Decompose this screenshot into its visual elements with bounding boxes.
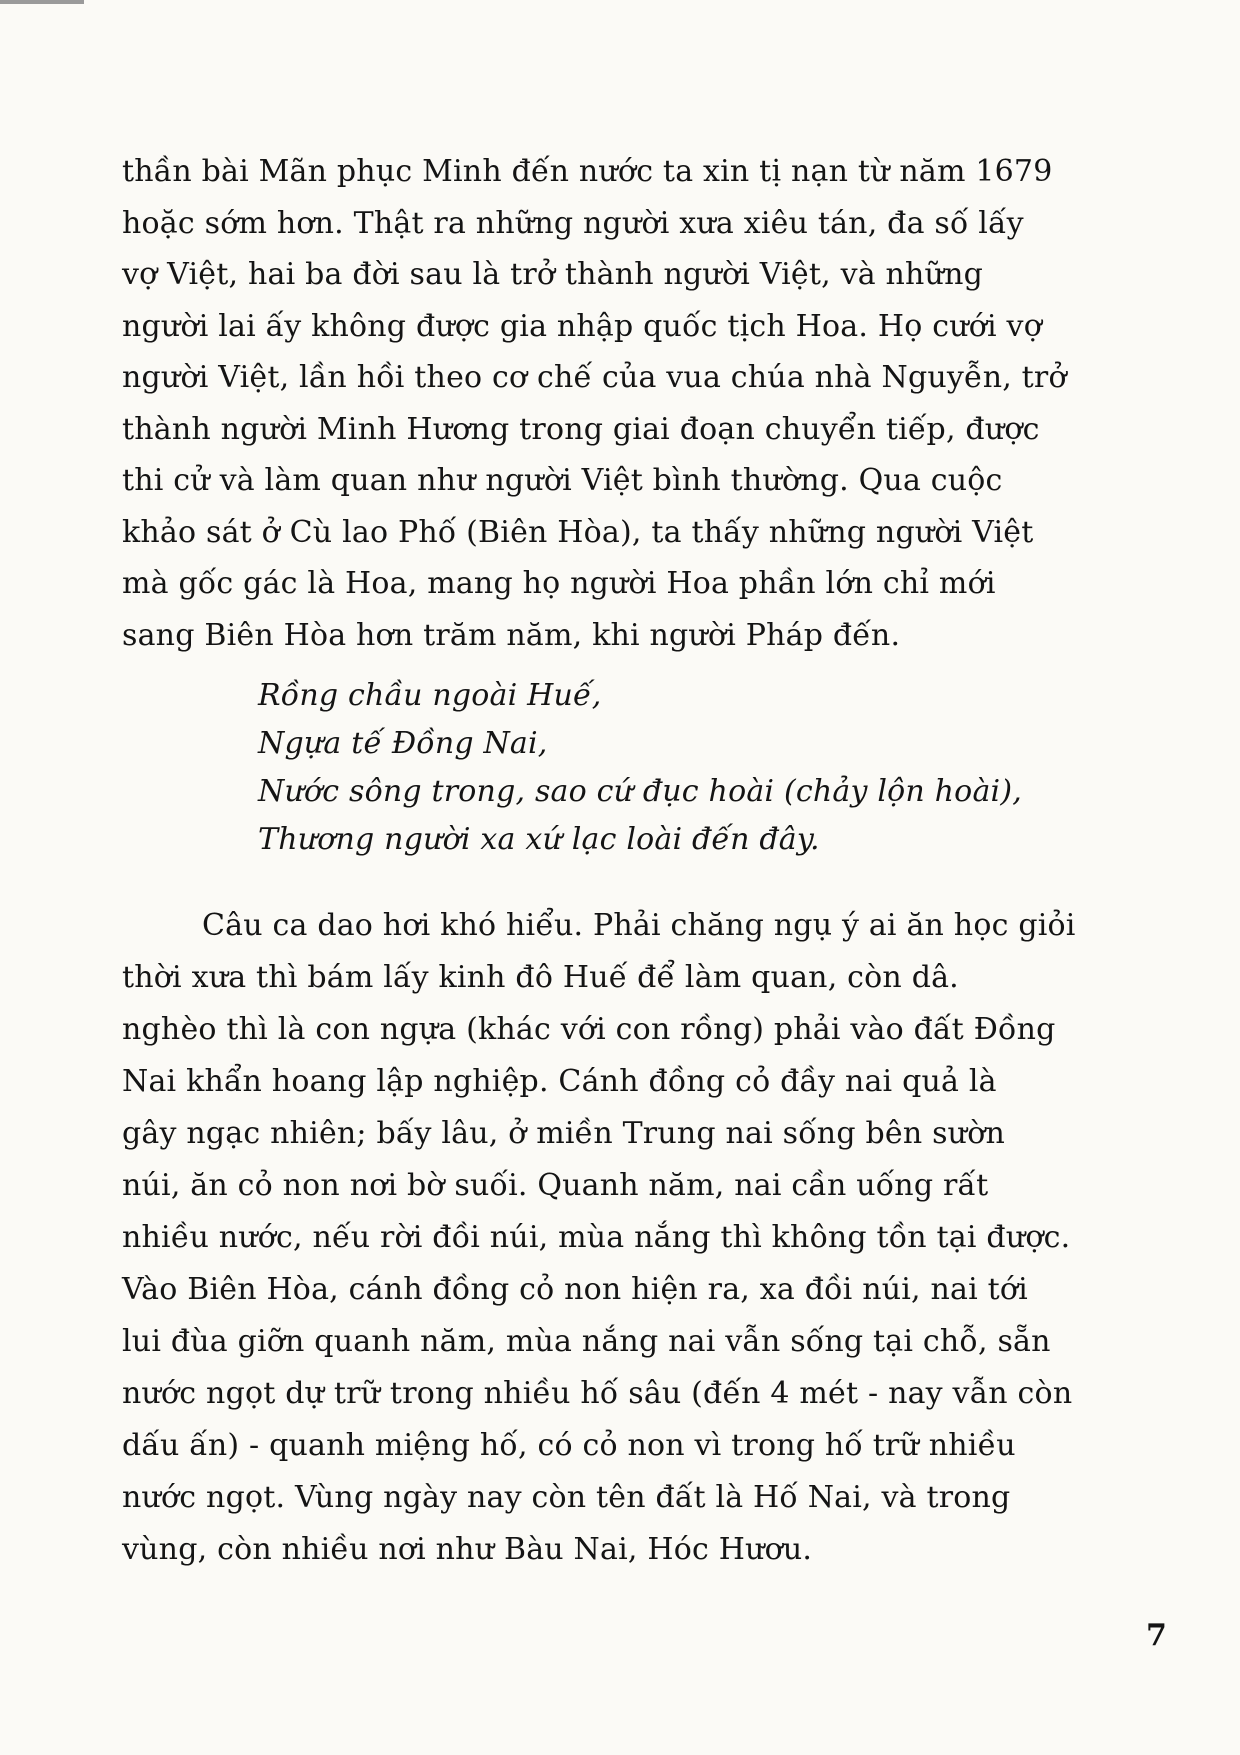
paragraph-line: núi, ăn cỏ non nơi bờ suối. Quanh năm, nai cần uống rất [122,1168,989,1203]
paragraph-line: nước ngọt dự trữ trong nhiều hố sâu (đến 4 mét - nay vẫn còn [122,1376,1073,1411]
page-number: 7 [1146,1618,1167,1653]
paragraph-line: nước ngọt. Vùng ngày nay còn tên đất là Hố Nai, và trong [122,1480,1011,1515]
paragraph-line: hoặc sớm hơn. Thật ra những người xưa xiêu tán, đa số lấy [122,205,1024,241]
paragraph-line: mà gốc gác là Hoa, mang họ người Hoa phần lớn chỉ mới [122,566,996,601]
paragraph-line: thần bài Mãn phục Minh đến nước ta xin tị nạn từ năm 1679 [122,154,1053,189]
paragraph-line: nghèo thì là con ngựa (khác với con rồng) phải vào đất Đồng [122,1012,1056,1047]
paragraph-line: khảo sát ở Cù lao Phố (Biên Hòa), ta thấy những người Việt [122,514,1034,550]
folk-verse [258,672,1118,864]
verse-line: Thương người xa xứ lạc loài đến đây. [258,822,820,857]
paragraph-line: gây ngạc nhiên; bấy lâu, ở miền Trung nai sống bên sườn [122,1116,1005,1151]
paragraph-line: sang Biên Hòa hơn trăm năm, khi người Pháp đến. [122,617,901,653]
paragraph-line: người lai ấy không được gia nhập quốc tịch Hoa. Họ cưới vợ [122,308,1042,344]
paragraph-2 [122,900,1162,1576]
paragraph-line: Vào Biên Hòa, cánh đồng cỏ non hiện ra, xa đồi núi, nai tới [122,1272,1028,1307]
paragraph-1 [122,146,1118,661]
paragraph-line: vùng, còn nhiều nơi như Bàu Nai, Hóc Hươu. [122,1532,813,1567]
verse-line: Nước sông trong, sao cứ đục hoài (chảy lộn hoài), [258,774,1022,809]
verse-line: Ngựa tế Đồng Nai, [258,726,548,761]
paragraph-line: người Việt, lần hồi theo cơ chế của vua chúa nhà Nguyễn, trở [122,360,1067,395]
paragraph-line: lui đùa giỡn quanh năm, mùa nắng nai vẫn sống tại chỗ, sẵn [122,1324,1051,1359]
verse-line: Rồng chầu ngoài Huế, [258,678,602,713]
paragraph-line: Nai khẩn hoang lập nghiệp. Cánh đồng cỏ đầy nai quả là [122,1064,997,1099]
paragraph-line: thời xưa thì bám lấy kinh đô Huế để làm quan, còn dâ. [122,960,959,995]
paragraph-line: dấu ấn) - quanh miệng hố, có cỏ non vì trong hố trữ nhiều [122,1428,1016,1463]
paragraph-line: thi cử và làm quan như người Việt bình thường. Qua cuộc [122,463,1003,498]
paragraph-line: vợ Việt, hai ba đời sau là trở thành người Việt, và những [122,257,984,292]
paragraph-line: Câu ca dao hơi khó hiểu. Phải chăng ngụ ý ai ăn học giỏi [202,908,1076,943]
paragraph-line: thành người Minh Hương trong giai đoạn chuyển tiếp, được [122,411,1040,447]
top-edge-mark [0,0,84,4]
paragraph-line: nhiều nước, nếu rời đồi núi, mùa nắng thì không tồn tại được. [122,1220,1071,1255]
